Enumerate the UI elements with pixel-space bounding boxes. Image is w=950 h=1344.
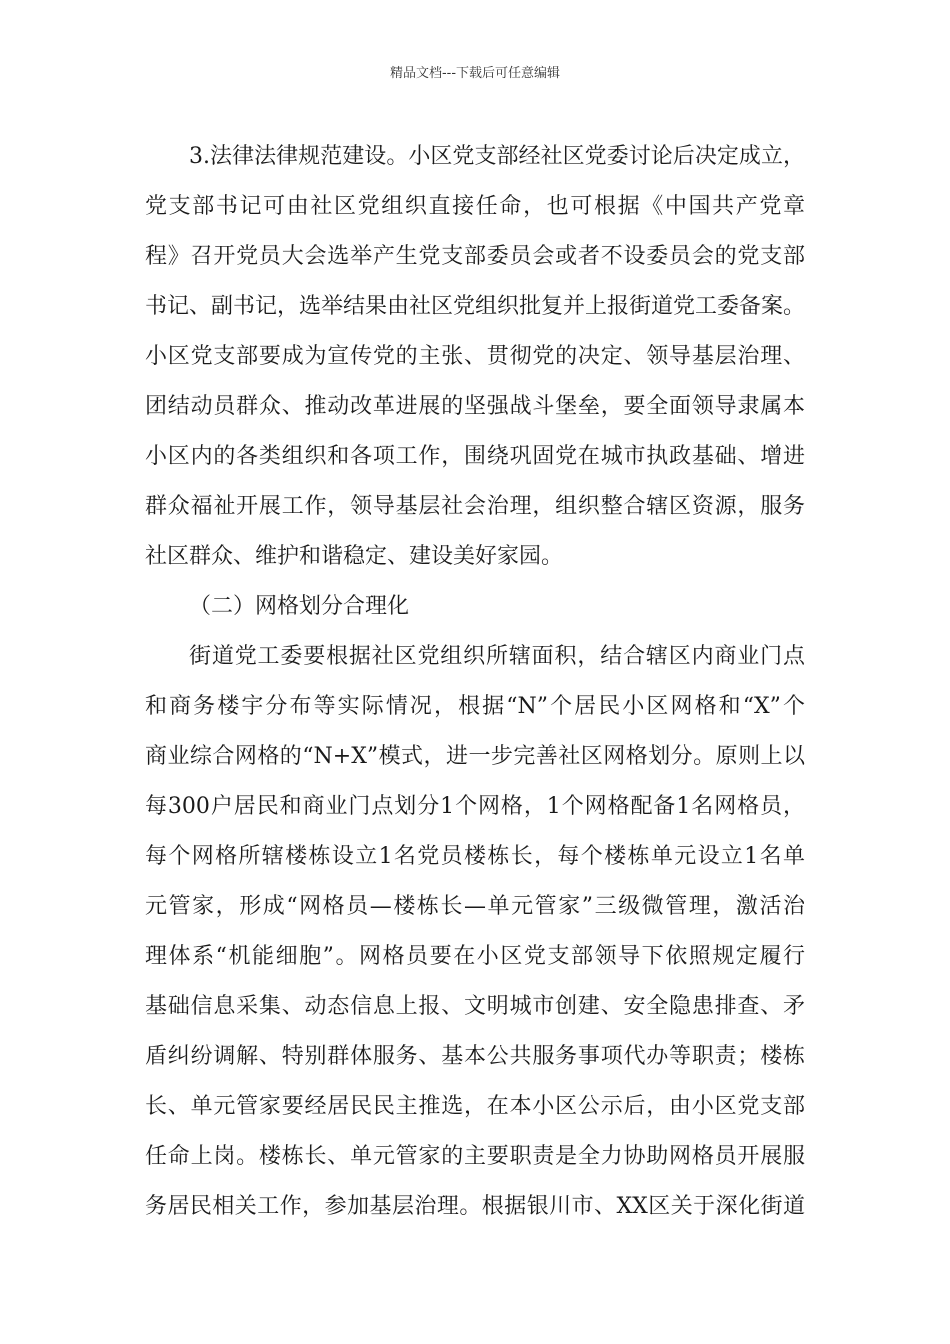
- paragraph-line: 元管家，形成“网格员—楼栋长—单元管家”三级微管理，激活治: [145, 894, 805, 919]
- paragraph-line: 和商务楼宇分布等实际情况，根据“N”个居民小区网格和“X”个: [145, 694, 805, 719]
- paragraph-line: 商业综合网格的“N+X”模式，进一步完善社区网格划分。原则上以: [145, 744, 805, 769]
- paragraph-line: 每个网格所辖楼栋设立1名党员楼栋长，每个楼栋单元设立1名单: [145, 844, 805, 869]
- page-header: 精品文档---下载后可任意编辑: [389, 66, 561, 81]
- paragraph-line: 小区党支部要成为宣传党的主张、贯彻党的决定、领导基层治理、: [145, 344, 805, 369]
- paragraph-line: 盾纠纷调解、特别群体服务、基本公共服务事项代办等职责；楼栋: [145, 1044, 805, 1069]
- section-heading: （二）网格划分合理化: [189, 594, 410, 619]
- paragraph-line: 每300户居民和商业门点划分1个网格，1个网格配备1名网格员，: [145, 794, 805, 819]
- paragraph-line: 党支部书记可由社区党组织直接任命，也可根据《中国共产党章: [145, 194, 805, 219]
- paragraph-line: 3.法律法律规范建设。小区党支部经社区党委讨论后决定成立，: [189, 144, 805, 169]
- paragraph-line: 团结动员群众、推动改革进展的坚强战斗堡垒，要全面领导隶属本: [145, 394, 805, 419]
- paragraph-line: 任命上岗。楼栋长、单元管家的主要职责是全力协助网格员开展服: [145, 1144, 805, 1169]
- paragraph-line: 务居民相关工作，参加基层治理。根据银川市、XX区关于深化街道: [145, 1194, 805, 1219]
- paragraph-line: 基础信息采集、动态信息上报、文明城市创建、安全隐患排查、矛: [145, 994, 805, 1019]
- paragraph-line: 程》召开党员大会选举产生党支部委员会或者不设委员会的党支部: [145, 244, 805, 269]
- paragraph-line: 书记、副书记，选举结果由社区党组织批复并上报街道党工委备案。: [145, 294, 806, 319]
- paragraph-line: 街道党工委要根据社区党组织所辖面积，结合辖区内商业门点: [189, 644, 805, 669]
- paragraph-line: 群众福祉开展工作，领导基层社会治理，组织整合辖区资源，服务: [145, 494, 805, 519]
- paragraph-line-last: 社区群众、维护和谐稳定、建设美好家园。: [145, 544, 564, 569]
- paragraph-line: 理体系“机能细胞”。网格员要在小区党支部领导下依照规定履行: [145, 944, 805, 969]
- paragraph-line: 小区内的各类组织和各项工作，围绕巩固党在城市执政基础、增进: [145, 444, 805, 469]
- paragraph-line: 长、单元管家要经居民民主推选，在本小区公示后，由小区党支部: [145, 1094, 805, 1119]
- document-body: [145, 132, 805, 1232]
